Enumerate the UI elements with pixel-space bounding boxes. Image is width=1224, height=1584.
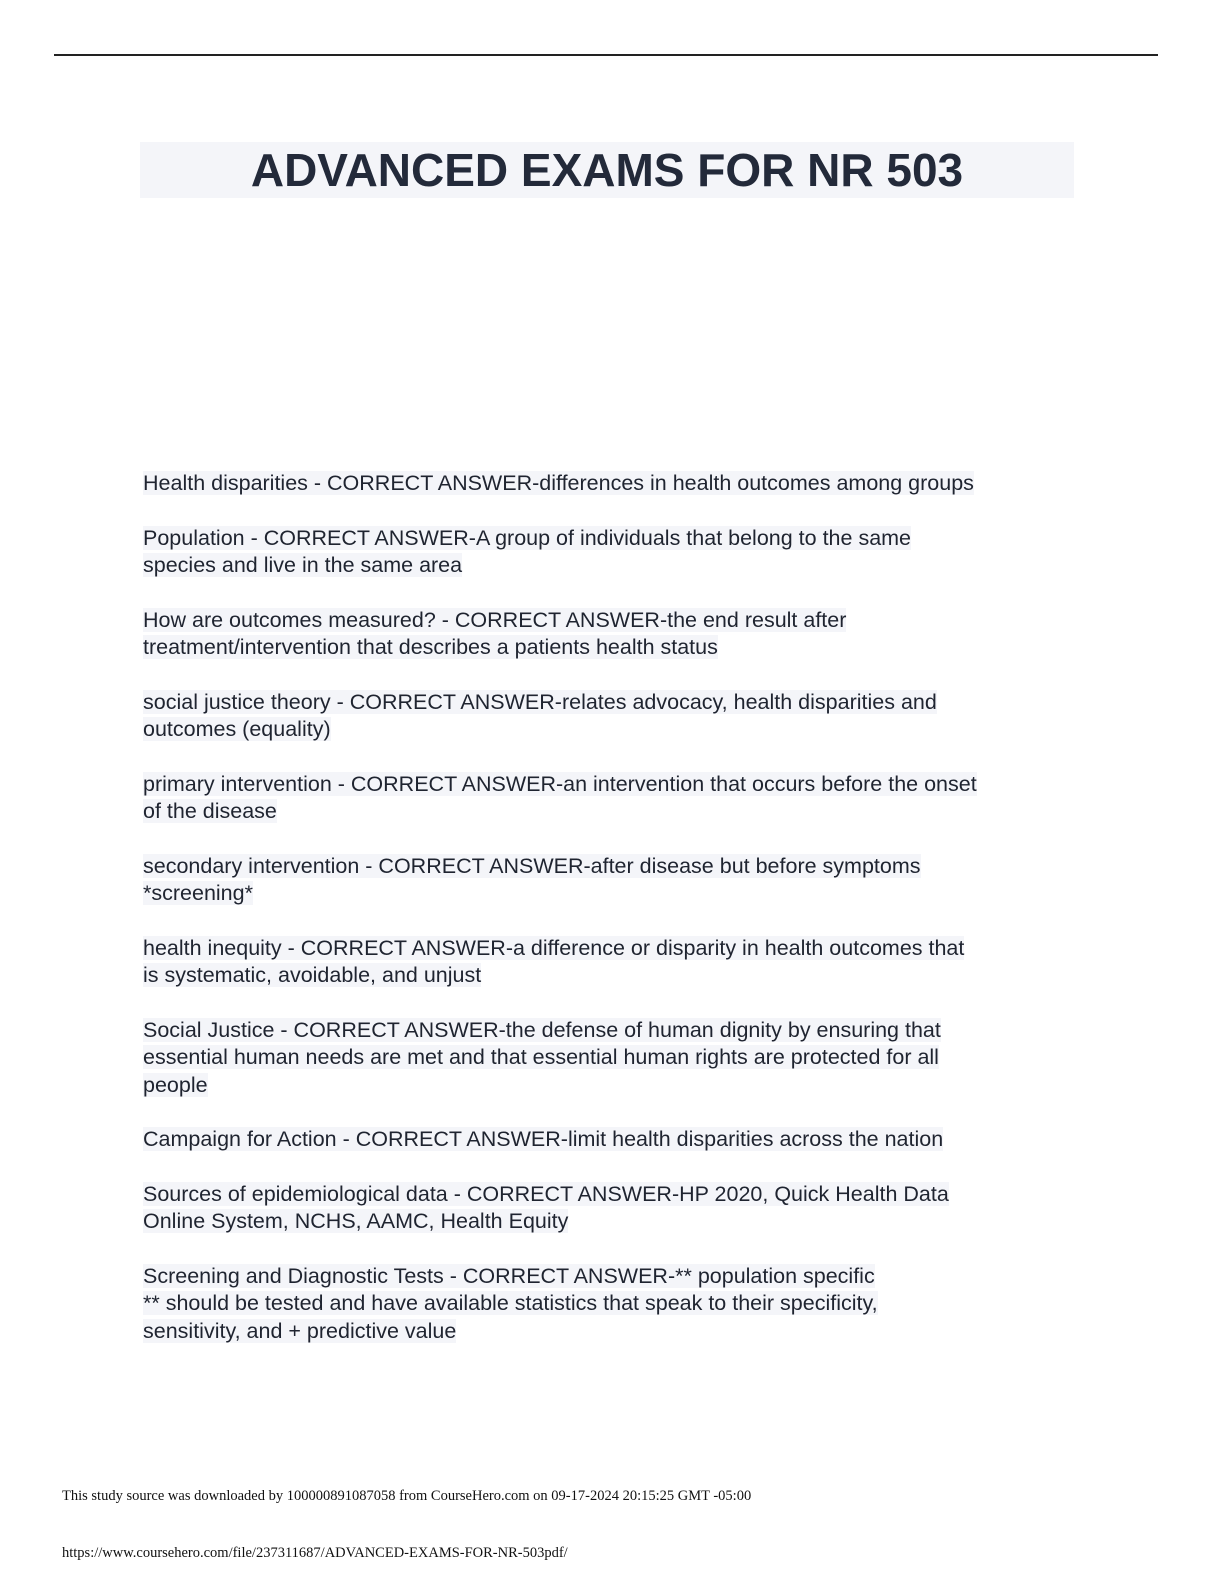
- qa-text: How are outcomes measured? - CORRECT ANSWER-the end result after treatment/intervention that describes a patients health status: [143, 607, 847, 659]
- qa-text: secondary intervention - CORRECT ANSWER-after disease but before symptoms *screening*: [143, 853, 921, 905]
- qa-item: [143, 935, 1083, 990]
- top-divider: [54, 54, 1158, 56]
- qa-text: Social Justice - CORRECT ANSWER-the defense of human dignity by ensuring that essential human needs are met and that essential human rights are protected for all people: [143, 1017, 941, 1097]
- qa-text: Health disparities - CORRECT ANSWER-differences in health outcomes among groups: [143, 471, 974, 495]
- qa-item: [143, 470, 1083, 498]
- document-title: ADVANCED EXAMS FOR NR 503: [250, 144, 964, 196]
- qa-item: [143, 1263, 1083, 1346]
- qa-item: [143, 1181, 1083, 1236]
- qa-item: [143, 525, 1083, 580]
- download-notice: This study source was downloaded by 100000891087058 from CourseHero.com on 09-17-2024 20:15:25 GMT -05:00: [62, 1488, 752, 1504]
- qa-text: Campaign for Action - CORRECT ANSWER-limit health disparities across the nation: [143, 1127, 944, 1151]
- qa-text: health inequity - CORRECT ANSWER-a difference or disparity in health outcomes that is systematic, avoidable, and unjust: [143, 935, 965, 987]
- qa-text: primary intervention - CORRECT ANSWER-an intervention that occurs before the onset of the disease: [143, 771, 977, 823]
- qa-item: [143, 689, 1083, 744]
- qa-list: [143, 470, 1083, 1372]
- qa-item: [143, 1126, 1083, 1154]
- qa-item: [143, 853, 1083, 908]
- qa-item: [143, 771, 1083, 826]
- qa-text: Screening and Diagnostic Tests - CORRECT ANSWER-** population specific ** should be tested and have available statistics that speak to their specificity, sensitivity, and + predictive value: [143, 1263, 878, 1343]
- qa-text: Population - CORRECT ANSWER-A group of individuals that belong to the same species and live in the same area: [143, 525, 912, 577]
- qa-item: [143, 1017, 1083, 1100]
- source-url[interactable]: https://www.coursehero.com/file/237311687/ADVANCED-EXAMS-FOR-NR-503pdf/: [62, 1545, 568, 1561]
- qa-text: social justice theory - CORRECT ANSWER-relates advocacy, health disparities and outcomes (equality): [143, 689, 937, 741]
- qa-item: [143, 607, 1083, 662]
- qa-text: Sources of epidemiological data - CORRECT ANSWER-HP 2020, Quick Health Data Online System, NCHS, AAMC, Health Equity: [143, 1181, 949, 1233]
